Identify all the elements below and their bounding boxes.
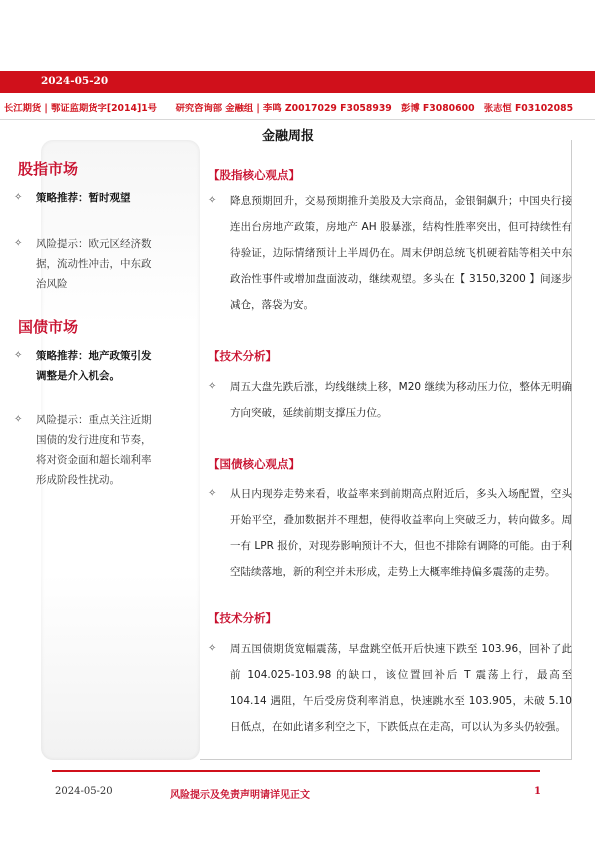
diamond-bullet-icon: ✧ <box>14 192 23 203</box>
diamond-bullet-icon: ✧ <box>14 350 23 361</box>
section-body-bond-core: ✧ 从日内现券走势来看，收益率来到前期高点附近后，多头入场配置，空头开始平空，叠加数据并不理想，使得收益率向上突破乏力，转向做多。周一有 LPR 报价，对现券影响预计不大，但也不排除有调降的可能。由于利空陆续落地，新的利空并未形成，走势上大概率维持偏多震荡的走势。 <box>208 481 572 585</box>
section-title-bond-core: 【国债核心观点】 <box>208 457 300 471</box>
sidebar-stock-strategy: ✧ 策略推荐：暂时观望 <box>14 188 152 208</box>
footer-date: 2024-05-20 <box>55 786 113 797</box>
section-body-bond-technical: ✧ 周五国债期货宽幅震荡，早盘跳空低开后快速下跌至 103.96，回补了此前 104.025-103.98 的缺口，该位置回补后 T 震荡上行，最高至 104.14 遇阻，午后受房贷利率消息，快速跳水至 103.905，未破 5.10 日低点，在如此诸多利空之下，下跌低点在走高，可以认为多头仍较强。 <box>208 636 572 740</box>
diamond-bullet-icon: ✧ <box>208 643 217 654</box>
section-title-stock-core: 【股指核心观点】 <box>208 168 300 182</box>
page-number: 1 <box>534 786 541 797</box>
sidebar-bond-heading: 国债市场 <box>18 318 79 336</box>
diamond-bullet-icon: ✧ <box>14 238 23 249</box>
section-title-bond-technical: 【技术分析】 <box>208 611 277 625</box>
sidebar-bond-strategy: ✧ 策略推荐：地产政策引发调整是介入机会。 <box>14 346 152 386</box>
sidebar-bond-risk: ✧ 风险提示：重点关注近期国债的发行进度和节奏，将对资金面和超长端利率形成阶段性扰动。 <box>14 410 152 490</box>
section-body-stock-core: ✧ 降息预期回升，交易预期推升美股及大宗商品，金银铜飙升；中国央行接连出台房地产政策，房地产 AH 股暴涨，结构性胜率突出，但可持续性有待验证，边际情绪预计上半周仍在。周末伊朗总统飞机硬着陆等相关中东政治性事件或增加盘面波动，继续观望。多头在【 3150,3200 】间逐步减仓，落袋为安。 <box>208 188 572 318</box>
header-info-bar <box>0 94 595 120</box>
footer-divider <box>52 770 540 772</box>
sidebar-stock-heading: 股指市场 <box>18 160 79 178</box>
header-date: 2024-05-20 <box>41 75 109 87</box>
top-red-band <box>0 71 595 93</box>
section-body-stock-technical: ✧ 周五大盘先跌后涨，均线继续上移，M20 继续为移动压力位，整体无明确方向突破，延续前期支撑压力位。 <box>208 374 572 426</box>
diamond-bullet-icon: ✧ <box>208 381 217 392</box>
footer-disclaimer: 风险提示及免责声明请详见正文 <box>170 790 310 801</box>
header-info: 长江期货 | 鄂证监期货字[2014]1号 研究咨询部 金融组 | 李鸣 Z0017029 F3058939 彭博 F3080600 张志恒 F03102085 <box>4 103 574 114</box>
diamond-bullet-icon: ✧ <box>208 195 217 206</box>
document-title: 金融周报 <box>262 129 315 144</box>
diamond-bullet-icon: ✧ <box>208 488 217 499</box>
sidebar-stock-risk: ✧ 风险提示：欧元区经济数据，流动性冲击，中东政治风险 <box>14 234 152 294</box>
diamond-bullet-icon: ✧ <box>14 414 23 425</box>
section-title-stock-technical: 【技术分析】 <box>208 349 277 363</box>
